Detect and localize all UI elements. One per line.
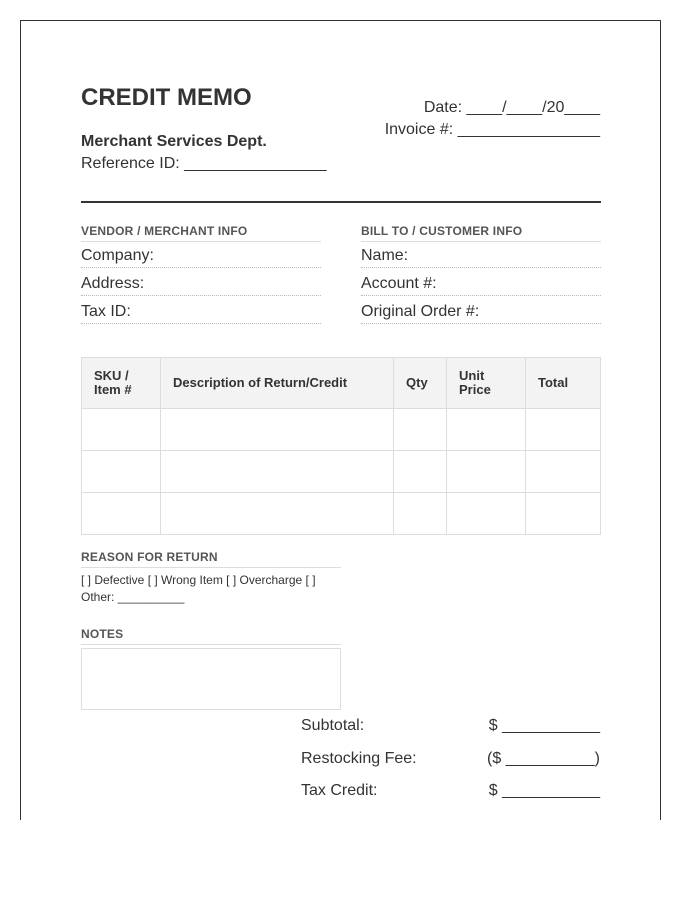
- credit-memo-page: [20, 20, 661, 820]
- restocking-fee-label: Restocking Fee:: [301, 750, 417, 767]
- items-table: [81, 357, 601, 535]
- table-row: [82, 409, 601, 451]
- table-cell[interactable]: [447, 451, 526, 493]
- vendor-company-field[interactable]: Company:: [81, 245, 321, 268]
- col-unit-price: Unit Price: [447, 358, 526, 409]
- notes-box[interactable]: [81, 648, 341, 710]
- table-row: [82, 493, 601, 535]
- table-row: [82, 451, 601, 493]
- table-cell[interactable]: [526, 409, 601, 451]
- header-divider: [81, 201, 601, 203]
- col-total: Total: [526, 358, 601, 409]
- table-cell[interactable]: [394, 409, 447, 451]
- customer-section-heading: BILL TO / CUSTOMER INFO: [361, 224, 601, 242]
- vendor-section: [81, 224, 321, 324]
- tax-credit-value[interactable]: $ ___________: [488, 782, 600, 799]
- table-cell[interactable]: [526, 493, 601, 535]
- page-title: CREDIT MEMO: [81, 84, 252, 111]
- customer-account-field[interactable]: Account #:: [361, 273, 601, 296]
- department-name: Merchant Services Dept.: [81, 133, 267, 150]
- table-cell[interactable]: [82, 451, 161, 493]
- restocking-fee-value[interactable]: ($ __________): [487, 750, 600, 767]
- table-cell[interactable]: [394, 451, 447, 493]
- table-cell[interactable]: [161, 409, 394, 451]
- table-cell[interactable]: [447, 493, 526, 535]
- table-cell[interactable]: [82, 409, 161, 451]
- vendor-address-field[interactable]: Address:: [81, 273, 321, 296]
- subtotal-label: Subtotal:: [301, 717, 365, 734]
- customer-section: [361, 224, 601, 324]
- col-qty: Qty: [394, 358, 447, 409]
- customer-name-field[interactable]: Name:: [361, 245, 601, 268]
- notes-heading: NOTES: [81, 627, 341, 645]
- table-cell[interactable]: [161, 451, 394, 493]
- reason-options[interactable]: [ ] Defective [ ] Wrong Item [ ] Overcharge [ ] Other: __________: [81, 573, 316, 604]
- table-cell[interactable]: [82, 493, 161, 535]
- col-description: Description of Return/Credit: [161, 358, 394, 409]
- subtotal-value[interactable]: $ ___________: [488, 717, 600, 734]
- table-header-row: [82, 358, 601, 409]
- vendor-tax-id-field[interactable]: Tax ID:: [81, 301, 321, 324]
- table-cell[interactable]: [394, 493, 447, 535]
- col-sku: SKU / Item #: [82, 358, 161, 409]
- reference-id-field[interactable]: Reference ID: ________________: [81, 155, 327, 172]
- reason-heading: REASON FOR RETURN: [81, 550, 341, 568]
- tax-credit-label: Tax Credit:: [301, 782, 378, 799]
- date-field[interactable]: Date: ____/____/20____: [423, 99, 600, 116]
- table-cell[interactable]: [447, 409, 526, 451]
- table-cell[interactable]: [526, 451, 601, 493]
- vendor-section-heading: VENDOR / MERCHANT INFO: [81, 224, 321, 242]
- invoice-number-field[interactable]: Invoice #: ________________: [384, 121, 600, 138]
- table-cell[interactable]: [161, 493, 394, 535]
- customer-order-field[interactable]: Original Order #:: [361, 301, 601, 324]
